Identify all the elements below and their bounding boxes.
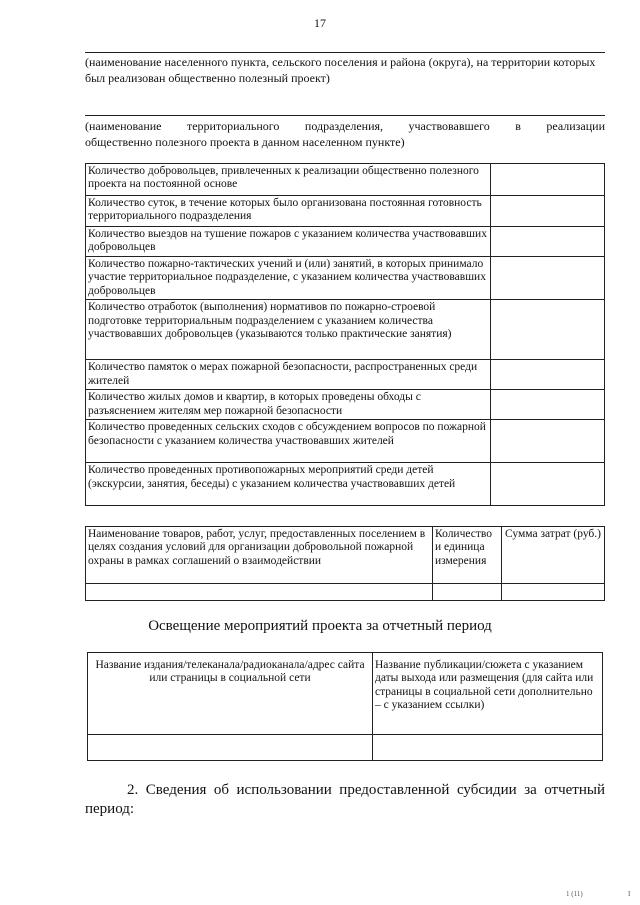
- indicator-value-cell: [491, 360, 605, 390]
- indicator-label: Количество памяток о мерах пожарной безопасности, распространенных среди жителей: [86, 360, 491, 390]
- indicator-value-cell: [491, 420, 605, 463]
- subdivision-caption-line2: общественно полезного проекта в данном населенном пункте): [85, 135, 405, 149]
- indicator-value-cell: [491, 164, 605, 196]
- media-outlet-cell: [88, 735, 373, 761]
- goods-name-header: Наименование товаров, работ, услуг, предоставленных поселением в целях создания условий для организации добровольной пожарной охраны в рамках соглашений о взаимодействии: [86, 527, 433, 584]
- cost-header: Сумма затрат (руб.): [502, 527, 605, 584]
- table-row: [86, 463, 605, 506]
- table-row: [86, 164, 605, 196]
- publication-header: Название публикации/сюжета с указанием даты выхода или размещения (для сайта или страницы в социальной сети дополнительно – с указанием ссылки): [373, 653, 603, 735]
- indicator-label: Количество пожарно-тактических учений и (или) занятий, в которых принимало участие территориальное подразделение, с указанием количества участвовавших добровольцев: [86, 257, 491, 300]
- fill-in-line-settlement: [85, 52, 605, 53]
- indicator-label: Количество выездов на тушение пожаров с указанием количества участвовавших добровольцев: [86, 227, 491, 257]
- indicator-label: Количество проведенных сельских сходов с обсуждением вопросов по пожарной безопасности с указанием количества участвовавших жителей: [86, 420, 491, 463]
- indicator-label: Количество суток, в течение которых было организована постоянная готовность территориального подразделения: [86, 196, 491, 227]
- indicator-value-cell: [491, 227, 605, 257]
- goods-services-table: [85, 526, 605, 601]
- quantity-header: Количество и единица измерения: [433, 527, 502, 584]
- publication-cell: [373, 735, 603, 761]
- cost-cell: [502, 584, 605, 601]
- quantity-cell: [433, 584, 502, 601]
- table-row: [86, 196, 605, 227]
- indicator-value-cell: [491, 390, 605, 420]
- settlement-caption: (наименование населенного пункта, сельского поселения и района (округа), на территории которых был реализован общественно полезный проект): [85, 55, 596, 85]
- scan-mark: 1 (11): [566, 890, 583, 898]
- table-row: [86, 360, 605, 390]
- indicator-value-cell: [491, 196, 605, 227]
- section-title: Освещение мероприятий проекта за отчетный период: [148, 618, 492, 634]
- indicator-value-cell: [491, 463, 605, 506]
- indicator-label: Количество отработок (выполнения) нормативов по пожарно-строевой подготовке территориальным подразделением с указанием количества участвовавших добровольцев (указываются только практические занятия): [86, 300, 491, 360]
- table-row: [86, 227, 605, 257]
- fill-in-line-subdivision: [85, 115, 605, 116]
- goods-name-cell: [86, 584, 433, 601]
- page-number: 17: [314, 16, 326, 30]
- scan-mark: I: [628, 890, 631, 898]
- table-row: [86, 420, 605, 463]
- table-row: [86, 257, 605, 300]
- table-header-row: [86, 527, 605, 584]
- table-row: [86, 300, 605, 360]
- table-row: [86, 584, 605, 601]
- subsidy-usage-paragraph: 2. Сведения об использовании предоставленной субсидии за отчетный период:: [85, 782, 605, 817]
- indicator-value-cell: [491, 300, 605, 360]
- table-row: [86, 390, 605, 420]
- table-row: [88, 735, 603, 761]
- indicator-label: Количество жилых домов и квартир, в которых проведены обходы с разъяснением жителям мер пожарной безопасности: [86, 390, 491, 420]
- media-coverage-table: [87, 652, 603, 761]
- subdivision-caption-line1: (наименование территориального подразделения, участвовавшего в реализации: [85, 119, 605, 133]
- indicator-label: Количество добровольцев, привлеченных к реализации общественно полезного проекта на постоянной основе: [86, 164, 491, 196]
- indicator-label: Количество проведенных противопожарных мероприятий среди детей (экскурсии, занятия, беседы) с указанием количества участвовавших детей: [86, 463, 491, 506]
- indicators-table: [85, 163, 605, 506]
- media-outlet-header: Название издания/телеканала/радиоканала/адрес сайта или страницы в социальной сети: [88, 653, 373, 735]
- indicator-value-cell: [491, 257, 605, 300]
- table-header-row: [88, 653, 603, 735]
